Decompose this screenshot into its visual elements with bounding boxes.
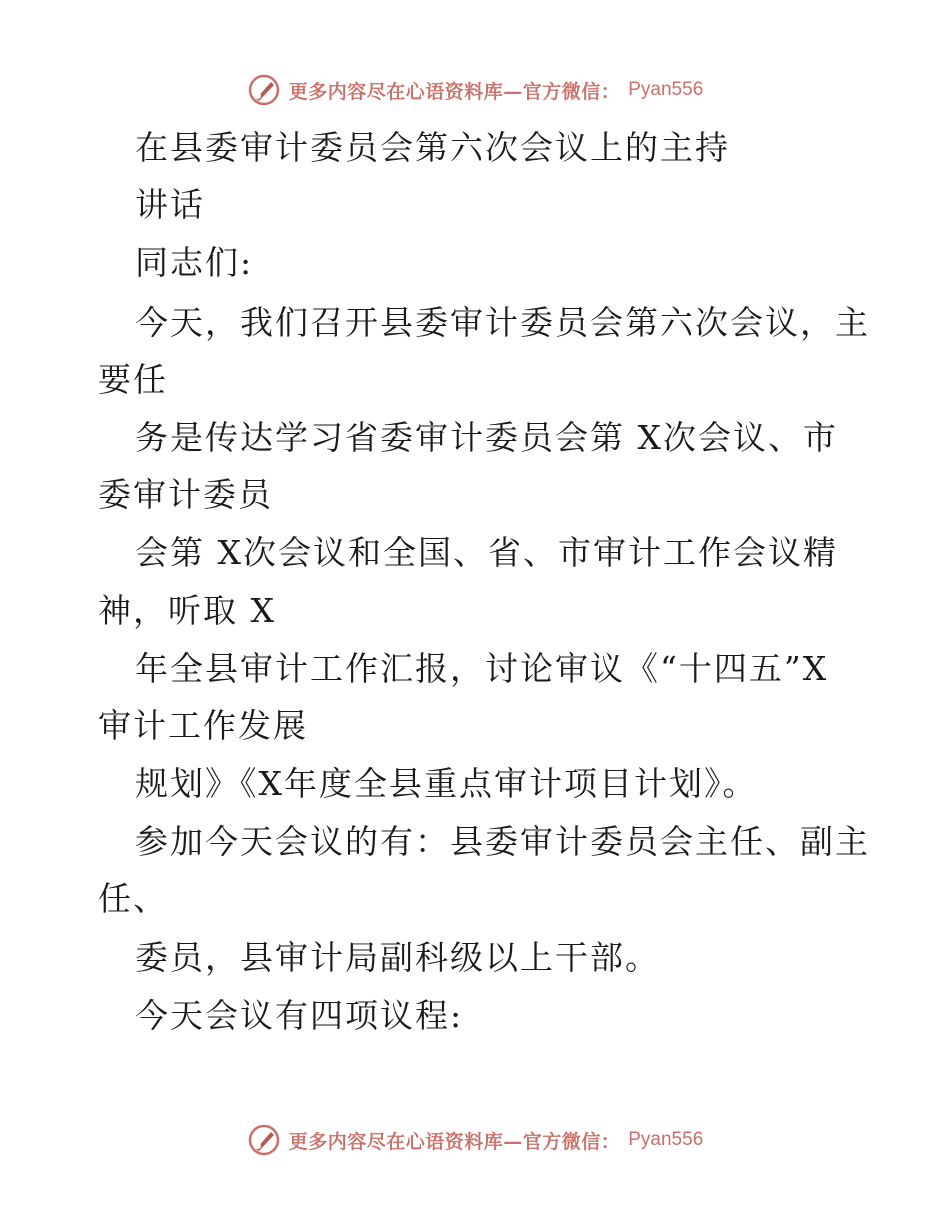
watermark-wechat-id: Pyan556 <box>628 79 704 100</box>
paragraph-line: 规划》《X年度全县重点审计项目计划》。 <box>135 764 758 803</box>
pen-logo-icon <box>247 73 281 107</box>
paragraph-line: 会第 X次会议和全国、省、市审计工作会议精 <box>135 533 838 572</box>
paragraph-line: 务是传达学习省委审计委员会第 X次会议、市 <box>135 418 838 457</box>
salutation: 同志们: <box>135 243 254 282</box>
watermark-text: 更多内容尽在心语资料库—官方微信： <box>288 1130 621 1153</box>
document-title: 在县委审计委员会第六次会议上的主持 <box>135 128 730 167</box>
paragraph-line: 今天会议有四项议程: <box>135 996 464 1035</box>
paragraph-line: 今天，我们召开县委审计委员会第六次会议，主 <box>135 303 870 342</box>
watermark-header <box>0 70 950 110</box>
paragraph-line: 审计工作发展 <box>98 706 308 745</box>
paragraph-line: 神，听取 X <box>98 591 276 630</box>
watermark-footer <box>0 1120 950 1160</box>
pen-logo-icon <box>247 1123 281 1157</box>
paragraph-line: 参加今天会议的有：县委审计委员会主任、副主 <box>135 822 870 861</box>
paragraph-line: 委审计委员 <box>98 475 273 514</box>
paragraph-line: 委员，县审计局副科级以上干部。 <box>135 938 660 977</box>
watermark-text: 更多内容尽在心语资料库—官方微信： <box>288 80 621 103</box>
watermark-wechat-id: Pyan556 <box>628 1129 704 1150</box>
document-title-continued: 讲话 <box>135 185 205 224</box>
paragraph-line: 年全县审计工作汇报，讨论审议《“十四五”X <box>135 649 829 688</box>
paragraph-line: 要任 <box>98 360 168 399</box>
paragraph-line: 任、 <box>98 879 168 918</box>
